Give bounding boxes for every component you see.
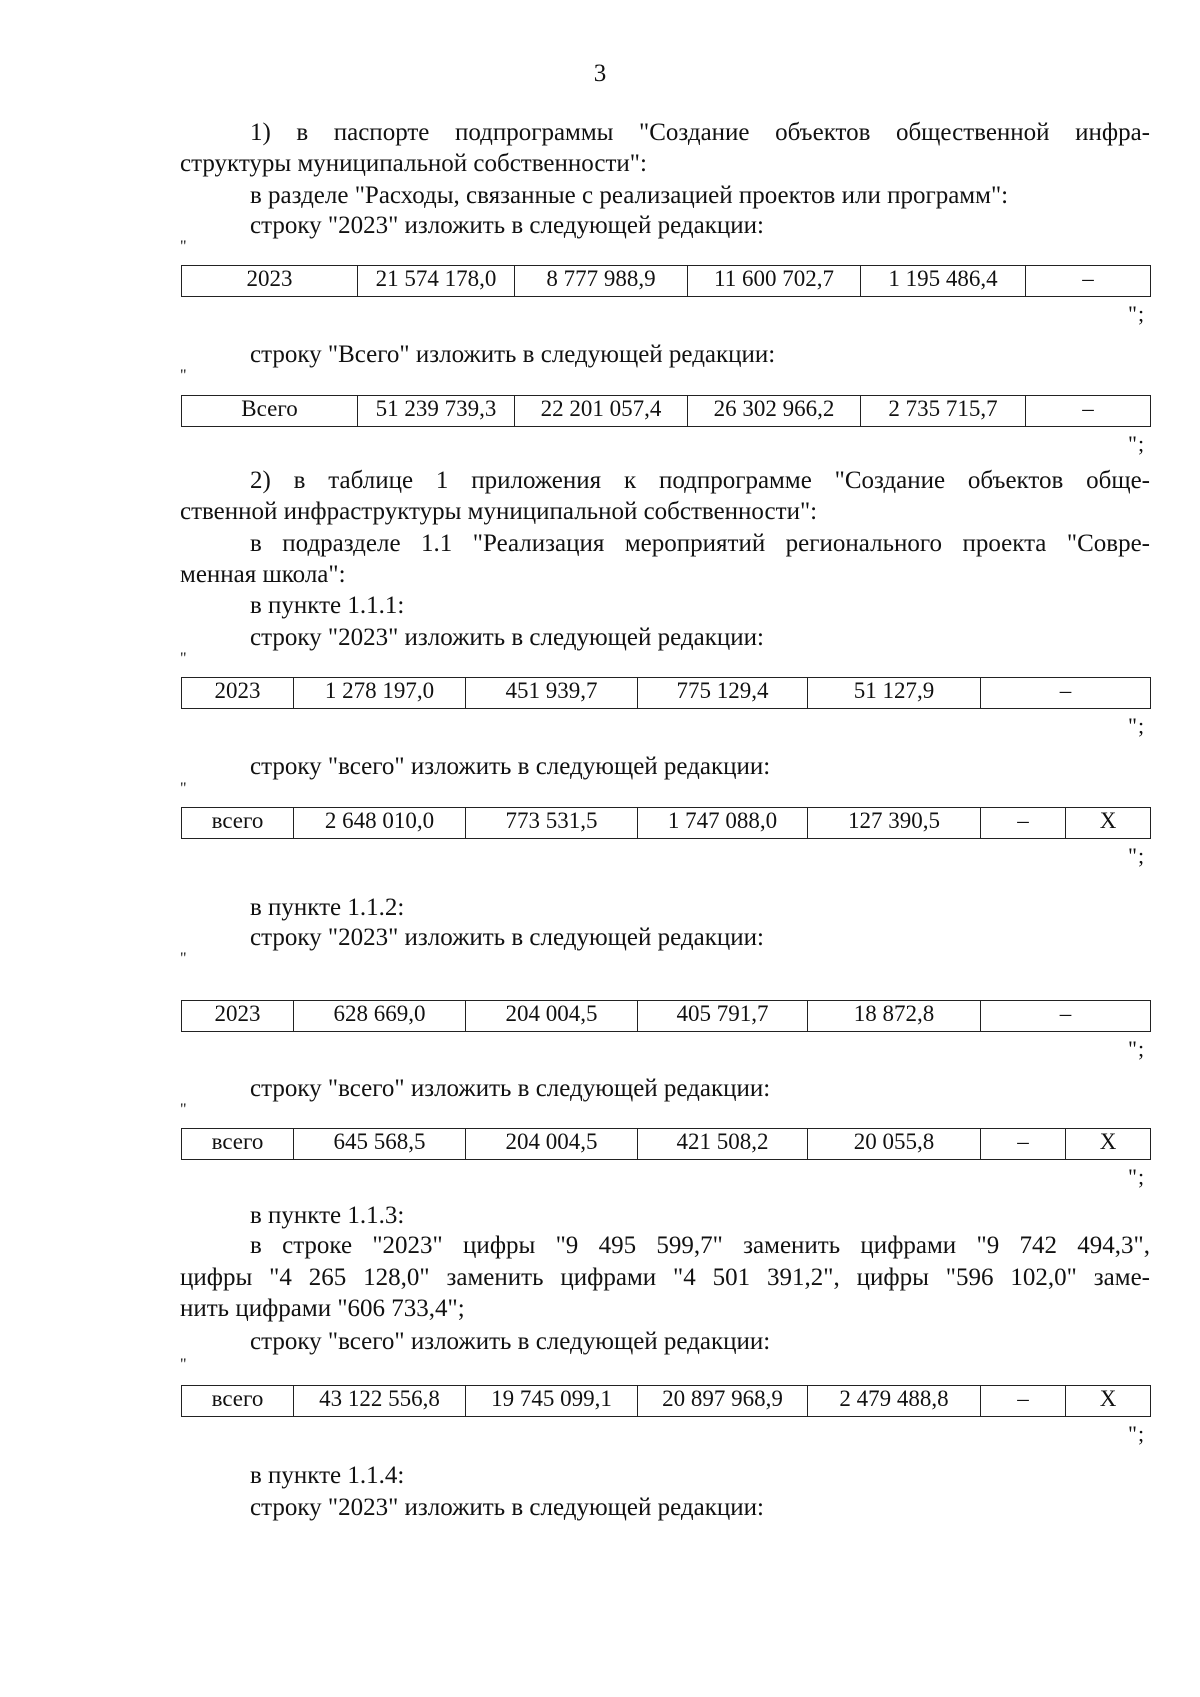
amendment-table-111-2023 (181, 677, 1151, 709)
quote-close: "; (1128, 713, 1146, 738)
table-cell: 1 278 197,0 (294, 678, 466, 709)
table-cell: Х (1066, 1129, 1151, 1160)
table-cell: – (1026, 396, 1151, 427)
page-number: 3 (593, 60, 607, 87)
table-cell: 22 201 057,4 (515, 396, 688, 427)
quote-close: "; (1128, 1036, 1146, 1061)
table-cell: 51 239 739,3 (358, 396, 515, 427)
paragraph-line: строку "2023" изложить в следующей редакции: (250, 924, 764, 951)
paragraph-line: строку "всего" изложить в следующей редакции: (250, 1075, 771, 1102)
quote-open: " (180, 1356, 187, 1373)
table-cell: 405 791,7 (638, 1001, 808, 1032)
table-cell: – (981, 1001, 1151, 1032)
paragraph-line: строку "2023" изложить в следующей редакции: (250, 212, 764, 239)
table-cell: 2 735 715,7 (861, 396, 1026, 427)
table-cell: 43 122 556,8 (294, 1386, 466, 1417)
table-cell: 2023 (182, 678, 294, 709)
quote-open: " (180, 650, 187, 667)
table-row (182, 396, 1151, 427)
paragraph-line: цифры "4 265 128,0" заменить цифрами "4 501 391,2", цифры "596 102,0" заме- (180, 1264, 1150, 1291)
paragraph-line: менная школа": (180, 561, 346, 588)
table-cell: – (981, 678, 1151, 709)
table-row (182, 678, 1151, 709)
table-cell: 645 568,5 (294, 1129, 466, 1160)
paragraph-line: структуры муниципальной собственности": (180, 150, 647, 177)
table-cell: 1 747 088,0 (638, 808, 808, 839)
table-row (182, 1001, 1151, 1032)
paragraph-line: в пункте 1.1.1: (250, 592, 405, 619)
paragraph-line: строку "всего" изложить в следующей редакции: (250, 753, 771, 780)
amendment-table-113-total (181, 1385, 1151, 1417)
table-cell: 775 129,4 (638, 678, 808, 709)
paragraph-line: 2) в таблице 1 приложения к подпрограмме "Создание объектов обще- (250, 467, 1150, 494)
table-cell: 8 777 988,9 (515, 266, 688, 297)
paragraph-line: строку "2023" изложить в следующей редакции: (250, 624, 764, 651)
paragraph-line: в пункте 1.1.4: (250, 1462, 405, 1489)
paragraph-line: в пункте 1.1.3: (250, 1202, 405, 1229)
table-row (182, 1129, 1151, 1160)
paragraph-line: нить цифрами "606 733,4"; (180, 1295, 465, 1322)
table-cell: – (981, 808, 1066, 839)
table-cell: 20 897 968,9 (638, 1386, 808, 1417)
table-cell: всего (182, 1129, 294, 1160)
table-cell: 19 745 099,1 (466, 1386, 638, 1417)
table-cell: всего (182, 808, 294, 839)
paragraph-line: в строке "2023" цифры "9 495 599,7" заменить цифрами "9 742 494,3", (250, 1232, 1150, 1259)
quote-close: "; (1128, 1164, 1146, 1189)
table-cell: – (981, 1129, 1066, 1160)
table-cell: 51 127,9 (808, 678, 981, 709)
table-cell: 2 479 488,8 (808, 1386, 981, 1417)
table-cell: – (1026, 266, 1151, 297)
table-cell: 26 302 966,2 (688, 396, 861, 427)
table-cell: всего (182, 1386, 294, 1417)
quote-close: "; (1128, 431, 1146, 456)
table-cell: 421 508,2 (638, 1129, 808, 1160)
quote-open: " (180, 780, 187, 797)
quote-open: " (180, 950, 187, 967)
table-cell: 21 574 178,0 (358, 266, 515, 297)
paragraph-line: 1) в паспорте подпрограммы "Создание объектов общественной инфра- (250, 119, 1150, 146)
table-cell: 127 390,5 (808, 808, 981, 839)
table-cell: 1 195 486,4 (861, 266, 1026, 297)
amendment-table-112-total (181, 1128, 1151, 1160)
quote-close: "; (1128, 301, 1146, 326)
quote-open: " (180, 367, 187, 384)
paragraph-line: в пункте 1.1.2: (250, 894, 405, 921)
paragraph-line: в подразделе 1.1 "Реализация мероприятий регионального проекта "Совре- (250, 530, 1150, 557)
table-cell: 11 600 702,7 (688, 266, 861, 297)
table-cell: 451 939,7 (466, 678, 638, 709)
quote-close: "; (1128, 1421, 1146, 1446)
table-cell: 2023 (182, 266, 358, 297)
table-cell: 2 648 010,0 (294, 808, 466, 839)
paragraph-line: ственной инфраструктуры муниципальной собственности": (180, 498, 818, 525)
table-cell: Х (1066, 808, 1151, 839)
table-cell: 2023 (182, 1001, 294, 1032)
table-cell: 20 055,8 (808, 1129, 981, 1160)
quote-open: " (180, 1101, 187, 1118)
table-cell: 204 004,5 (466, 1001, 638, 1032)
table-row (182, 266, 1151, 297)
amendment-table-111-total (181, 807, 1151, 839)
table-cell: – (981, 1386, 1066, 1417)
amendment-table-total (181, 395, 1151, 427)
quote-open: " (180, 238, 187, 255)
table-row (182, 808, 1151, 839)
paragraph-line: строку "Всего" изложить в следующей редакции: (250, 341, 776, 368)
quote-close: "; (1128, 843, 1146, 868)
table-cell: Х (1066, 1386, 1151, 1417)
table-cell: Всего (182, 396, 358, 427)
amendment-table-112-2023 (181, 1000, 1151, 1032)
table-row (182, 1386, 1151, 1417)
table-cell: 628 669,0 (294, 1001, 466, 1032)
table-cell: 204 004,5 (466, 1129, 638, 1160)
paragraph-line: строку "2023" изложить в следующей редакции: (250, 1494, 764, 1521)
paragraph-line: строку "всего" изложить в следующей редакции: (250, 1328, 771, 1355)
amendment-table-2023 (181, 265, 1151, 297)
table-cell: 773 531,5 (466, 808, 638, 839)
table-cell: 18 872,8 (808, 1001, 981, 1032)
paragraph-line: в разделе "Расходы, связанные с реализацией проектов или программ": (250, 182, 1009, 209)
